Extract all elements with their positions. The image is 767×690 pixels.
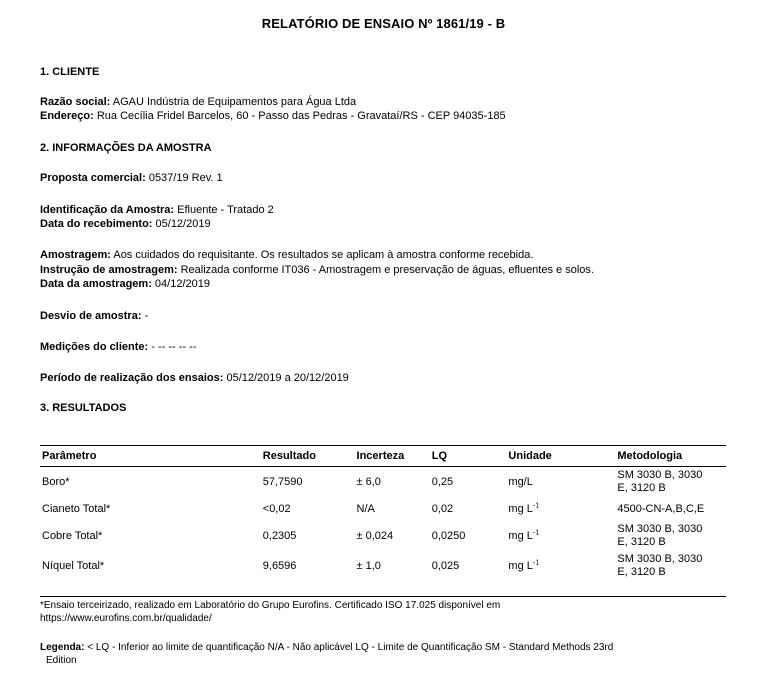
recebimento-line [40,218,211,231]
cell-unidade [506,551,615,581]
col-header-lq: LQ [430,446,507,467]
unidade-text: mg L [508,502,533,515]
cell-resultado: <0,02 [262,502,291,515]
cell-parametro: Cianeto Total* [42,502,111,515]
cell-metodologia [615,467,726,498]
cell-unidade [506,467,615,498]
instrucao-label: Instrução de amostragem: [40,264,178,276]
cell-parametro: Boro* [42,475,70,488]
endereco-label: Endereço: [40,110,94,122]
cell-lq: 0,025 [431,559,460,572]
metodologia-line-1: SM 3030 B, 3030 [617,523,703,535]
cell-metodologia [615,521,726,551]
recebimento-value: 05/12/2019 [152,218,211,230]
metodologia-line-1: SM 3030 B, 3030 [617,553,703,565]
legenda-label: Legenda: [40,642,85,653]
unidade-text: mg L [508,529,533,542]
data-amostragem-line [40,278,210,291]
results-table [40,445,726,581]
desvio-label: Desvio de amostra: [40,310,142,322]
col-header-resultado: Resultado [261,446,355,467]
identificacao-value: Efluente - Tratado 2 [174,204,274,216]
instrucao-line [40,264,594,277]
cell-incerteza: N/A [356,502,375,515]
metodologia-line-2: E, 3120 B [617,482,666,494]
table-row [40,521,726,551]
col-header-incerteza: Incerteza [355,446,430,467]
col-header-unidade: Unidade [506,446,615,467]
desvio-value: - [141,310,149,322]
cell-metodologia [615,497,726,521]
razao-social-line [40,96,356,109]
identificacao-line [40,204,274,217]
amostragem-line [40,249,533,262]
cell-lq: 0,02 [431,502,454,515]
identificacao-label: Identificação da Amostra: [40,204,175,216]
unidade-text: mg L [508,559,533,572]
cell-unidade [506,521,615,551]
cell-incerteza: ± 6,0 [356,475,381,488]
desvio-line [40,310,148,323]
cell-unidade [506,497,615,521]
section-resultados-heading: 3. RESULTADOS [40,402,127,414]
cell-incerteza: ± 1,0 [356,559,381,572]
cell-parametro: Níquel Total* [42,559,105,572]
cell-parametro: Cobre Total* [42,529,103,542]
medicoes-line [40,341,196,354]
cell-metodologia [615,551,726,581]
unidade-text: mg/L [508,475,533,488]
table-header-row [40,446,726,467]
metodologia-line-2: E, 3120 B [617,536,666,548]
legenda-text: < LQ - Inferior ao limite de quantificação N/A - Não aplicável LQ - Limite de Quantificação SM - Standard Methods 23rd [84,642,614,653]
amostragem-value: Aos cuidados do requisitante. Os resultados se aplicam à amostra conforme recebida. [110,249,534,261]
table-bottom-divider [40,596,726,597]
amostragem-label: Amostragem: [40,249,111,261]
col-header-metodologia: Metodologia [615,446,726,467]
medicoes-value: - -- -- -- -- [148,341,197,353]
proposta-value: 0537/19 Rev. 1 [145,172,223,184]
unidade-exponent: -1 [532,528,540,536]
legenda-line-2: Edition [46,655,77,666]
endereco-line [40,110,506,123]
col-header-parametro: Parâmetro [40,446,261,467]
periodo-label: Período de realização dos ensaios: [40,372,224,384]
instrucao-value: Realizada conforme IT036 - Amostragem e preservação de águas, efluentes e solos. [177,264,594,276]
data-amostragem-label: Data da amostragem: [40,278,152,290]
cell-incerteza: ± 0,024 [356,529,394,542]
proposta-label: Proposta comercial: [40,172,146,184]
table-row [40,497,726,521]
unidade-exponent: -1 [532,558,540,566]
footnote-line-2: https://www.eurofins.com.br/qualidade/ [40,613,212,624]
endereco-value: Rua Cecília Fridel Barcelos, 60 - Passo das Pedras - Gravataí/RS - CEP 94035-185 [93,110,506,122]
report-title: RELATÓRIO DE ENSAIO Nº 1861/19 - B [261,16,506,31]
razao-social-value: AGAU Indústria de Equipamentos para Água Ltda [110,96,357,108]
cell-lq: 0,25 [431,475,454,488]
section-amostra-heading: 2. INFORMAÇÕES DA AMOSTRA [40,142,212,154]
metodologia-line-1: 4500-CN-A,B,C,E [617,502,705,515]
table-row [40,467,726,498]
recebimento-label: Data do recebimento: [40,218,153,230]
cell-resultado: 0,2305 [262,529,297,542]
cell-resultado: 9,6596 [262,559,297,572]
cell-lq: 0,0250 [431,529,466,542]
footnote-line-1: *Ensaio terceirizado, realizado em Laboratório do Grupo Eurofins. Certificado ISO 17.025 disponível em [40,600,501,611]
proposta-line [40,172,223,185]
data-amostragem-value: 04/12/2019 [151,278,210,290]
table-row [40,551,726,581]
cell-resultado: 57,7590 [262,475,303,488]
razao-social-label: Razão social: [40,96,111,108]
metodologia-line-1: SM 3030 B, 3030 [617,469,703,481]
section-cliente-heading: 1. CLIENTE [40,66,100,78]
unidade-exponent: -1 [532,501,540,509]
legenda-line [40,641,613,654]
periodo-value: 05/12/2019 a 20/12/2019 [223,372,349,384]
medicoes-label: Medições do cliente: [40,341,149,353]
metodologia-line-2: E, 3120 B [617,566,666,578]
periodo-line [40,372,349,385]
